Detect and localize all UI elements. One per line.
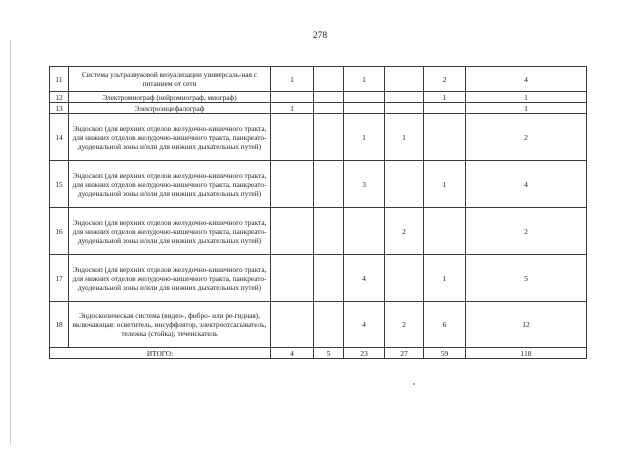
count-cell: 27 [385, 348, 424, 359]
count-cell [314, 103, 344, 114]
scan-speck [413, 383, 415, 385]
count-cell: 1 [271, 103, 314, 114]
count-cell: 2 [385, 208, 424, 255]
count-cell: 1 [424, 92, 466, 103]
count-cell: 59 [424, 348, 466, 359]
count-cell: 3 [344, 161, 385, 208]
table-row [50, 67, 587, 92]
count-cell [344, 103, 385, 114]
count-cell [271, 302, 314, 348]
count-cell: 23 [344, 348, 385, 359]
count-cell [385, 103, 424, 114]
page-number: 278 [312, 31, 328, 41]
count-cell: 5 [314, 348, 344, 359]
count-cell [344, 208, 385, 255]
row-number: 12 [50, 92, 69, 103]
count-cell [271, 161, 314, 208]
equipment-table [49, 66, 587, 359]
equipment-name: Система ультразвуковой визуализации универсаль-ная с питанием от сети [69, 67, 271, 92]
equipment-name: Эндоскоп (для верхних отделов желудочно-кишечного тракта, для нижних отделов желудочно-кишечного тракта, панкреато-дуоденальной зоны и/или для нижних дыхательных путей) [69, 208, 271, 255]
equipment-name: Электромиограф (нейромиограф, миограф) [69, 92, 271, 103]
equipment-name: Эндоскопическая система (видео-, фибро- или ре-гидная), включающая: осветитель, инсуффлятор, электроотсасыватель, тележка (стойка); течеискатель [69, 302, 271, 348]
row-number: 14 [50, 114, 69, 161]
count-cell [385, 161, 424, 208]
total-cell: 1 [466, 103, 587, 114]
count-cell [385, 92, 424, 103]
row-number: 17 [50, 255, 69, 302]
table-row [50, 161, 587, 208]
count-cell [314, 92, 344, 103]
scan-edge-line [10, 40, 11, 445]
table-row [50, 208, 587, 255]
count-cell [271, 92, 314, 103]
total-cell: 5 [466, 255, 587, 302]
row-number: 15 [50, 161, 69, 208]
count-cell [271, 208, 314, 255]
table-row [50, 92, 587, 103]
count-cell [424, 208, 466, 255]
count-cell [314, 114, 344, 161]
count-cell [314, 161, 344, 208]
count-cell [314, 208, 344, 255]
count-cell [271, 255, 314, 302]
row-number: 16 [50, 208, 69, 255]
table-row [50, 114, 587, 161]
total-cell: 4 [466, 161, 587, 208]
count-cell [424, 114, 466, 161]
count-cell: 1 [424, 161, 466, 208]
table-row [50, 103, 587, 114]
totals-label: ИТОГО: [50, 348, 271, 359]
count-cell: 1 [385, 114, 424, 161]
row-number: 11 [50, 67, 69, 92]
count-cell: 1 [344, 67, 385, 92]
equipment-name: Эндоскоп (для верхних отделов желудочно-кишечного тракта, для нижних отделов желудочно-кишечного тракта, панкреато-дуоденальной зоны и/или для нижних дыхательных путей) [69, 114, 271, 161]
table-row [50, 302, 587, 348]
count-cell: 2 [424, 67, 466, 92]
row-number: 13 [50, 103, 69, 114]
count-cell [314, 255, 344, 302]
total-cell: 4 [466, 67, 587, 92]
count-cell [344, 92, 385, 103]
equipment-name: Электроэнцефалограф [69, 103, 271, 114]
count-cell: 1 [344, 114, 385, 161]
count-cell: 1 [271, 67, 314, 92]
total-cell: 12 [466, 302, 587, 348]
table-row [50, 255, 587, 302]
total-cell: 118 [466, 348, 587, 359]
total-cell: 2 [466, 114, 587, 161]
count-cell: 1 [424, 255, 466, 302]
totals-row [50, 348, 587, 359]
count-cell: 4 [344, 255, 385, 302]
count-cell [271, 114, 314, 161]
count-cell: 4 [271, 348, 314, 359]
count-cell: 2 [385, 302, 424, 348]
row-number: 18 [50, 302, 69, 348]
count-cell [314, 67, 344, 92]
total-cell: 2 [466, 208, 587, 255]
count-cell [385, 255, 424, 302]
equipment-name: Эндоскоп (для верхних отделов желудочно-кишечного тракта, для нижних отделов желудочно-кишечного тракта, панкреато-дуоденальной зоны и/или для нижних дыхательных путей) [69, 255, 271, 302]
count-cell: 6 [424, 302, 466, 348]
count-cell: 4 [344, 302, 385, 348]
count-cell [314, 302, 344, 348]
equipment-name: Эндоскоп (для верхних отделов желудочно-кишечного тракта, для нижних отделов желудочно-кишечного тракта, панкреато-дуоденальной зоны и/или для нижних дыхательных путей) [69, 161, 271, 208]
total-cell: 1 [466, 92, 587, 103]
count-cell [385, 67, 424, 92]
count-cell [424, 103, 466, 114]
